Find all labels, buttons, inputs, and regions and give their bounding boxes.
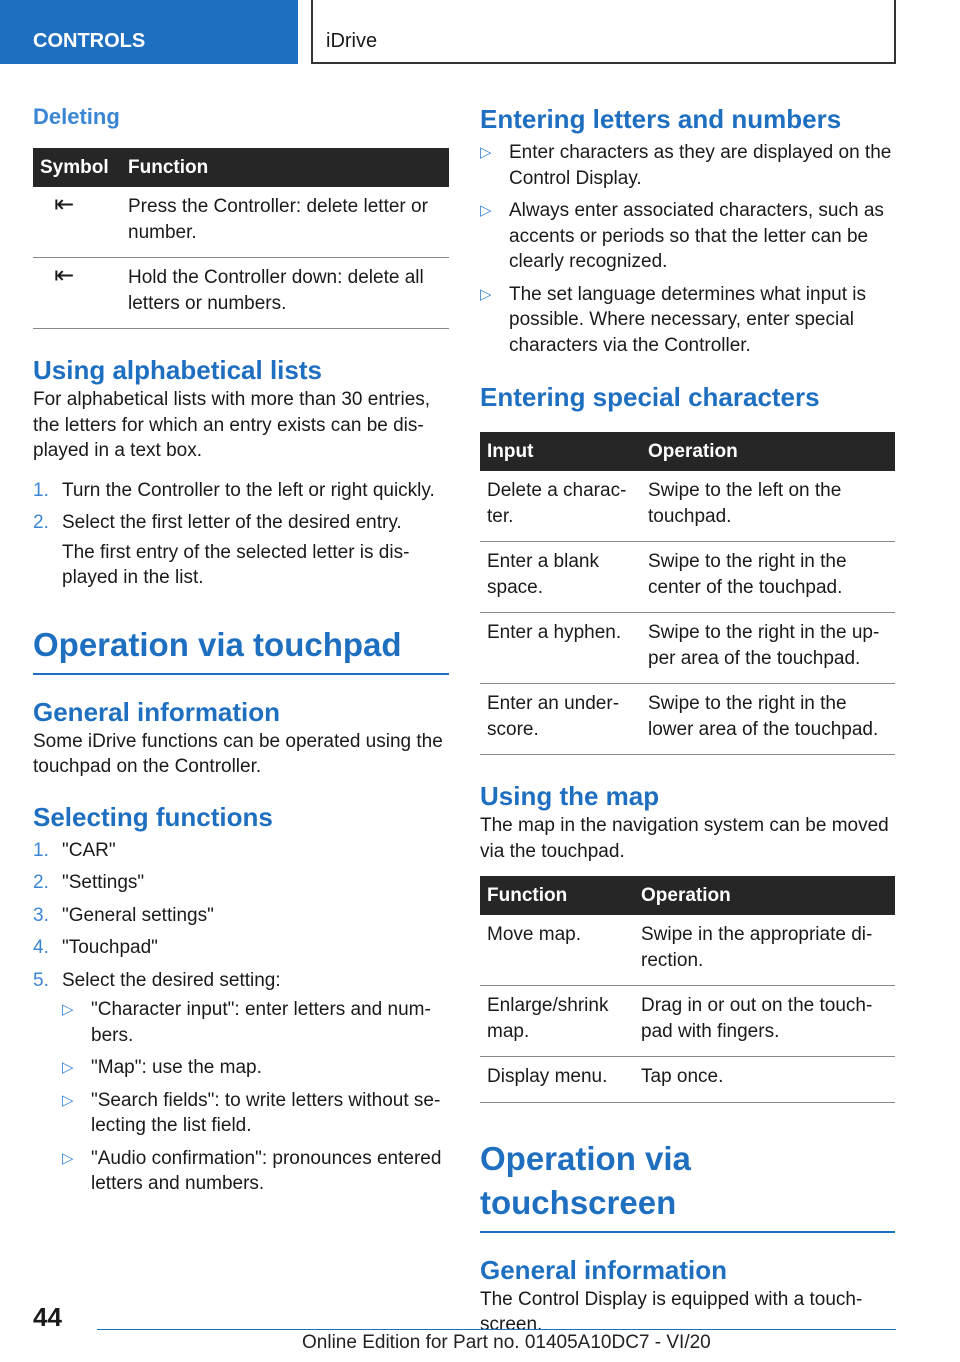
- triangle-bullet-icon: ▷: [480, 144, 492, 161]
- special-characters-table: [480, 432, 895, 755]
- list-item: 2. "Settings": [33, 872, 145, 893]
- table-header-cell: Input: [480, 432, 641, 471]
- list-item: 1. Turn the Controller to the left or right quickly.: [33, 479, 435, 501]
- table-header-cell: Symbol: [33, 148, 121, 187]
- footer-divider: [97, 1329, 896, 1330]
- general-information-text: Some iDrive functions can be operated using the touchpad on the Controller.: [33, 730, 443, 777]
- table-header-cell: Operation: [634, 876, 895, 915]
- selecting-steps: [33, 838, 449, 994]
- triangle-bullet-icon: ▷: [62, 1091, 74, 1109]
- page-number: 44: [33, 1302, 62, 1332]
- map-table: [480, 876, 895, 1103]
- list-item: ▷ "Search fields": to write letters without se- lecting the list field.: [62, 1089, 441, 1136]
- left-column: [33, 100, 449, 1204]
- table-row: Display menu. Tap once.: [480, 1057, 895, 1103]
- table-row: Enlarge/shrink map. Drag in or out on the touch- pad with fingers.: [480, 986, 895, 1057]
- triangle-bullet-icon: ▷: [62, 1149, 74, 1167]
- table-row: [33, 258, 449, 329]
- touchpad-heading: Operation via touchpad: [33, 623, 449, 675]
- topic-tab: iDrive: [311, 0, 896, 64]
- right-column: [480, 100, 895, 1338]
- list-item: 3. "General settings": [33, 904, 214, 926]
- table-row: Enter a hyphen. Swipe to the right in the up- per area of the touchpad.: [480, 613, 895, 684]
- entering-letters-heading: Entering letters and numbers: [480, 104, 842, 134]
- using-map-text: The map in the navigation system can be moved via the touchpad.: [480, 815, 889, 862]
- triangle-bullet-icon: ▷: [480, 202, 492, 219]
- list-item: ▷ "Map": use the map.: [62, 1055, 449, 1081]
- touchscreen-heading: Operation via touchscreen: [480, 1137, 895, 1233]
- list-item: ▷ "Audio confirmation": pronounces entered letters and numbers.: [62, 1147, 442, 1194]
- table-cell: Press the Controller: delete letter or number.: [121, 187, 449, 258]
- section-tab: CONTROLS: [0, 0, 298, 64]
- page-header: [0, 0, 960, 66]
- setting-options: [62, 997, 449, 1197]
- table-header-cell: Function: [480, 876, 634, 915]
- table-header-cell: Function: [121, 148, 449, 187]
- table-row: Move map. Swipe in the appropriate di- rection.: [480, 915, 895, 986]
- alphabetical-lists-text: For alphabetical lists with more than 30 entries, the letters for which an entry exists can be dis- played in a text box.: [33, 389, 431, 461]
- delete-back-icon: ⇤: [54, 191, 75, 218]
- table-row: Enter an under- score. Swipe to the right in the lower area of the touchpad.: [480, 684, 895, 755]
- table-cell: Hold the Controller down: delete all letters or numbers.: [121, 258, 449, 329]
- delete-back-icon: ⇤: [54, 262, 75, 289]
- deleting-heading: Deleting: [33, 104, 120, 129]
- triangle-bullet-icon: ▷: [62, 1059, 74, 1076]
- entering-bullets: [480, 140, 895, 358]
- table-row: [33, 187, 449, 258]
- special-characters-heading: Entering special characters: [480, 382, 820, 412]
- general-information-heading: General information: [33, 696, 281, 727]
- list-item: 5. Select the desired setting:: [33, 969, 281, 991]
- list-item: 4. "Touchpad": [33, 937, 158, 958]
- page-footer: [0, 1296, 960, 1362]
- deleting-table: [33, 148, 449, 329]
- edition-text: Online Edition for Part no. 01405A10DC7 - VI/20: [302, 1332, 711, 1353]
- list-item: ▷ Always enter associated characters, such as accents or periods so that the letter can be clearly recognized.: [480, 200, 884, 272]
- list-item: ▷ Enter characters as they are displayed on the Control Display.: [480, 142, 892, 189]
- selecting-functions-heading: Selecting functions: [33, 801, 273, 832]
- table-row: Enter a blank space. Swipe to the right in the center of the touchpad.: [480, 542, 895, 613]
- alphabetical-note: The first entry of the selected letter is dis- played in the list.: [62, 541, 410, 588]
- list-item: 2. Select the first letter of the desired entry.: [33, 512, 402, 533]
- alphabetical-steps: [33, 478, 449, 536]
- triangle-bullet-icon: ▷: [480, 285, 492, 303]
- table-header-cell: Operation: [641, 432, 895, 471]
- touchscreen-general-text: The Control Display is equipped with a touch- screen.: [480, 1288, 863, 1335]
- table-row: Delete a charac- ter. Swipe to the left on the touchpad.: [480, 471, 895, 542]
- list-item: ▷ "Character input": enter letters and num- bers.: [62, 999, 431, 1046]
- alphabetical-lists-heading: Using alphabetical lists: [33, 355, 322, 385]
- using-map-heading: Using the map: [480, 781, 660, 811]
- list-item: 1. "CAR": [33, 839, 116, 861]
- touchscreen-general-heading: General information: [480, 1254, 728, 1285]
- list-item: ▷ The set language determines what input is possible. Where necessary, enter special characters via the Controller.: [480, 283, 866, 356]
- triangle-bullet-icon: ▷: [62, 1001, 74, 1018]
